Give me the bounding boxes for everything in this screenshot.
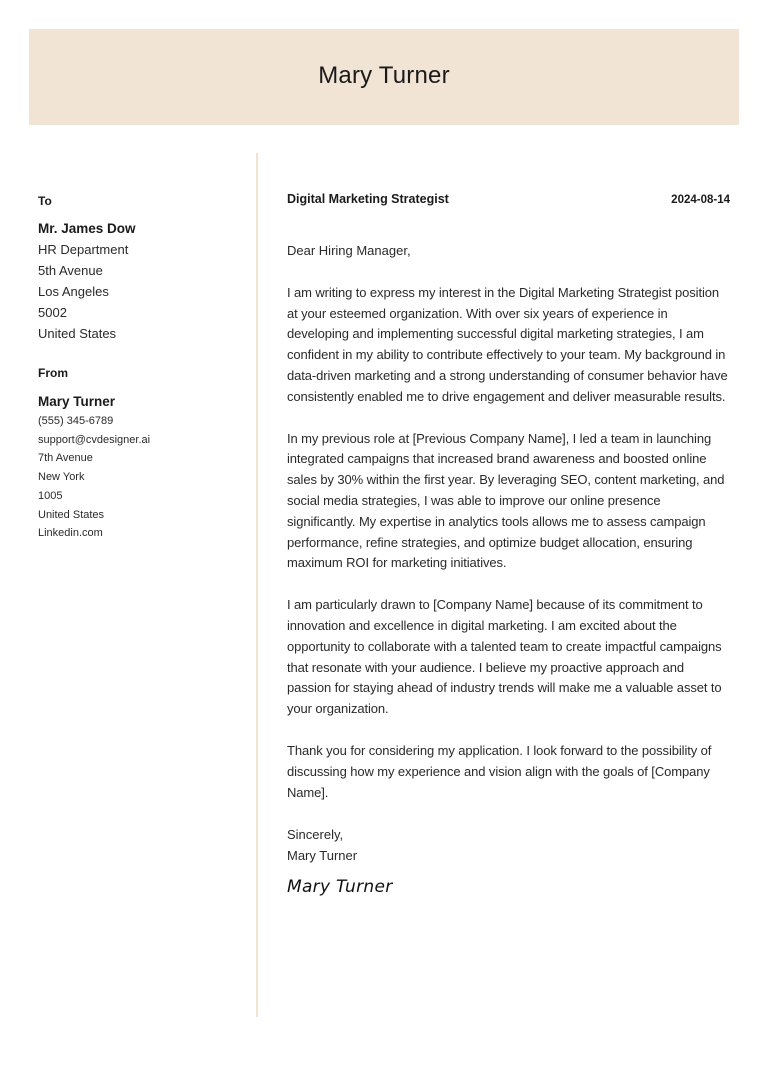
recipient-postal-code: 5002 (38, 305, 67, 320)
sender-name: Mary Turner (38, 394, 116, 409)
letter-paragraph: Thank you for considering my application. I look forward to the possibility of discussing how my experience and vision align with the goals of [Company Name]. (287, 742, 712, 800)
recipient-department: HR Department (38, 242, 129, 257)
sender-phone: (555) 345-6789 (38, 415, 114, 427)
sender-city: New York (38, 471, 85, 484)
sender-block (38, 364, 243, 543)
letter-date: 2024-08-14 (671, 194, 730, 206)
handwritten-signature: Mary Turner (287, 876, 393, 897)
sender-street: 7th Avenue (38, 452, 93, 465)
closing-block (287, 825, 730, 867)
applicant-name-heading: Mary Turner (318, 62, 450, 89)
recipient-city: Los Angeles (38, 284, 109, 299)
salutation: Dear Hiring Manager, (287, 243, 411, 258)
sender-postal-code: 1005 (38, 489, 63, 502)
closing-name: Mary Turner (287, 848, 358, 864)
header-banner (29, 29, 739, 125)
sender-email: support@cvdesigner.ai (38, 433, 151, 446)
recipient-street: 5th Avenue (38, 263, 103, 278)
sender-linkedin: Linkedin.com (38, 527, 103, 540)
letter-paragraph: In my previous role at [Previous Company Name], I led a team in launching integrated campaigns that increased brand awareness and boosted online sales by 30% within the first year. By leveraging SEO, content marketing, and social media strategies, I was able to improve our online presence significantly. My expertise in analytics tools allows me to assess campaign performance, refine strategies, and optimize budget allocation, ensuring maximum ROI for marketing initiatives. (287, 430, 725, 571)
recipient-block (38, 192, 243, 344)
column-divider (256, 153, 258, 1017)
recipient-country: United States (38, 326, 117, 341)
sender-label: From (38, 366, 68, 380)
recipient-name: Mr. James Dow (38, 221, 136, 236)
sender-country: United States (38, 508, 105, 521)
closing-phrase: Sincerely, (287, 827, 344, 843)
letter-body (287, 192, 730, 897)
letter-paragraph: I am particularly drawn to [Company Name] because of its commitment to innovation and excellence in digital marketing. I am excited about the opportunity to collaborate with a talented team to create impactful campaigns that resonate with your audience. I believe my proactive approach and passion for staying ahead of industry trends will make me a valuable asset to your organization. (287, 597, 722, 717)
job-title: Digital Marketing Strategist (287, 192, 449, 206)
letter-paragraph: I am writing to express my interest in the Digital Marketing Strategist position at your esteemed organization. With over six years of experience in developing and implementing successful digital marketing strategies, I am confident in my ability to contribute effectively to your team. My background in data-driven marketing and a strong understanding of consumer behavior have consistently enabled me to drive engagement and deliver measurable results. (287, 284, 728, 404)
letter-title-row (287, 192, 730, 212)
recipient-label: To (38, 194, 52, 208)
contact-sidebar (38, 192, 243, 543)
